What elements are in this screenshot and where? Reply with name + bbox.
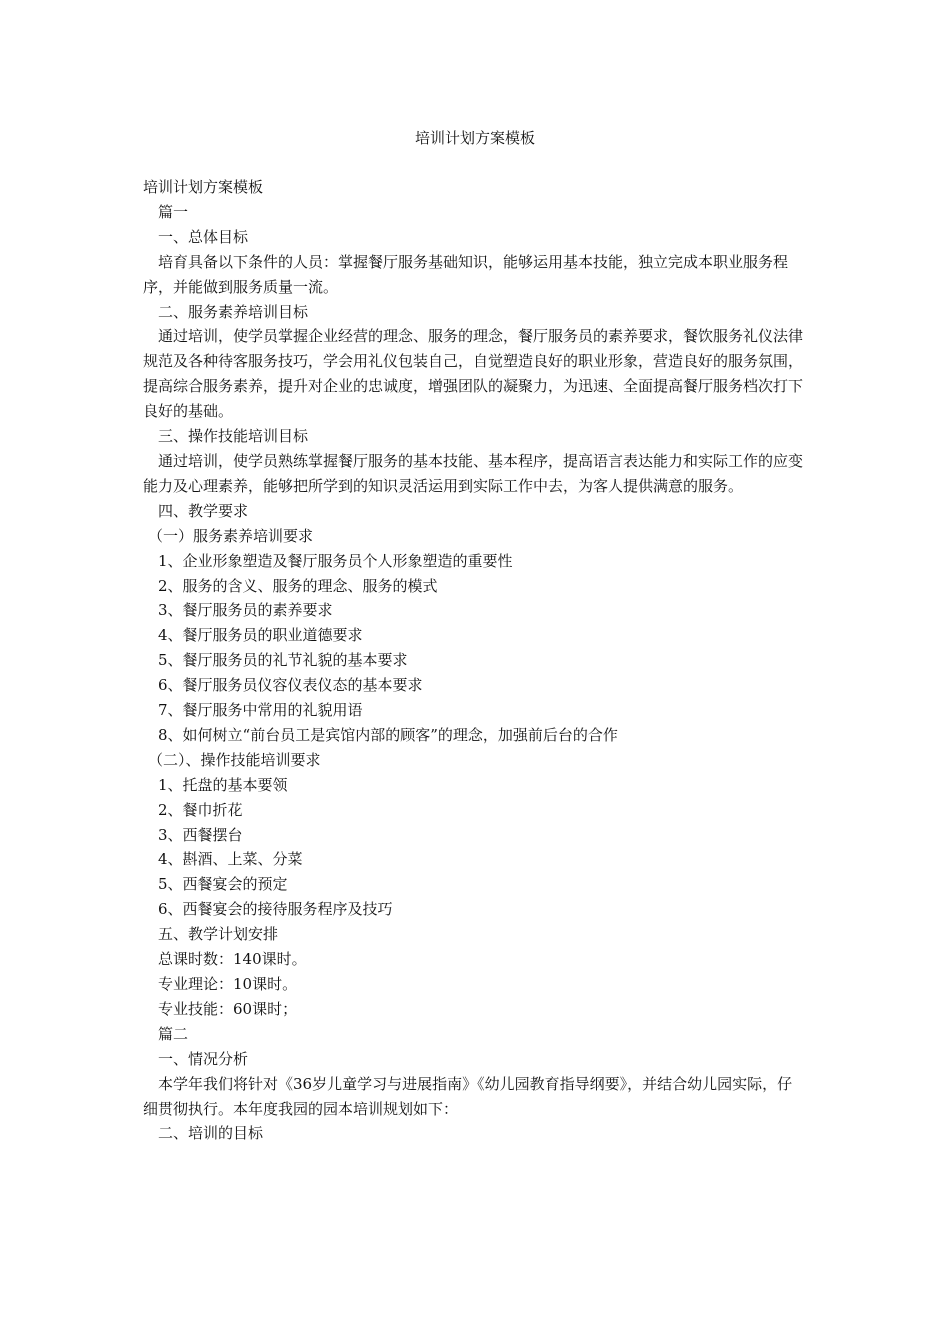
document-paragraph: 6、西餐宴会的接待服务程序及技巧 bbox=[158, 900, 393, 919]
document-paragraph: 5、餐厅服务员的礼节礼貌的基本要求 bbox=[158, 651, 408, 670]
document-paragraph: 2、服务的含义、服务的理念、服务的模式 bbox=[158, 576, 438, 595]
document-paragraph: 通过培训，使学员掌握企业经营的理念、服务的理念，餐厅服务员的素养要求，餐饮服务礼仪法律规范及各种待客服务技巧，学会用礼仪包装自己，自觉塑造良好的职业形象，营造良好的服务氛围，提高综合服务素养，提升对企业的忠诚度，增强团队的凝聚力，为迅速、全面提高餐厅服务档次打下良好的基础。 bbox=[143, 327, 804, 421]
document-paragraph: （一）服务素养培训要求 bbox=[148, 526, 314, 545]
document-paragraph: 8、如何树立“前台员工是宾馆内部的顾客”的理念，加强前后台的合作 bbox=[158, 725, 618, 744]
document-title: 培训计划方案模板 bbox=[414, 129, 535, 147]
document-paragraph: 一、总体目标 bbox=[158, 227, 249, 246]
document-paragraph: 5、西餐宴会的预定 bbox=[158, 875, 288, 894]
document-body bbox=[143, 175, 803, 1146]
document-paragraph: 培训计划方案模板 bbox=[143, 178, 264, 196]
document-paragraph: 总课时数：140课时。 bbox=[158, 950, 307, 969]
document-paragraph: 通过培训，使学员熟练掌握餐厅服务的基本技能、基本程序，提高语言表达能力和实际工作的应变能力及心理素养，能够把所学到的知识灵活运用到实际工作中去，为客人提供满意的服务。 bbox=[143, 451, 804, 495]
document-paragraph: 篇一 bbox=[158, 202, 189, 221]
document-paragraph: （二）、操作技能培训要求 bbox=[148, 750, 321, 769]
document-paragraph: 本学年我们将针对《36岁儿童学习与进展指南》《幼儿园教育指导纲要》，并结合幼儿园实际，仔细贯彻执行。本年度我园的园本培训规划如下： bbox=[143, 1074, 793, 1118]
document-paragraph: 3、餐厅服务员的素养要求 bbox=[158, 601, 333, 620]
document-paragraph: 专业理论：10课时。 bbox=[158, 975, 298, 993]
document-paragraph: 1、企业形象塑造及餐厅服务员个人形象塑造的重要性 bbox=[158, 551, 513, 570]
document-paragraph: 三、操作技能培训目标 bbox=[158, 427, 309, 446]
document-paragraph: 篇二 bbox=[158, 1024, 189, 1043]
document-paragraph: 四、教学要求 bbox=[158, 501, 249, 520]
document-paragraph: 4、斟酒、上菜、分菜 bbox=[158, 850, 303, 869]
document-paragraph: 五、教学计划安排 bbox=[158, 925, 279, 944]
document-paragraph: 专业技能：60课时； bbox=[158, 999, 298, 1018]
document-paragraph: 7、餐厅服务中常用的礼貌用语 bbox=[158, 701, 363, 720]
document-paragraph: 3、西餐摆台 bbox=[158, 825, 243, 844]
document-paragraph: 2、餐巾折花 bbox=[158, 800, 243, 819]
document-paragraph: 一、情况分析 bbox=[158, 1049, 249, 1068]
document-paragraph: 1、托盘的基本要领 bbox=[158, 775, 288, 794]
document-paragraph: 二、培训的目标 bbox=[158, 1124, 264, 1143]
document-paragraph: 4、餐厅服务员的职业道德要求 bbox=[158, 626, 363, 645]
document-paragraph: 培育具备以下条件的人员：掌握餐厅服务基础知识，能够运用基本技能，独立完成本职业服务程序，并能做到服务质量一流。 bbox=[143, 252, 789, 296]
document-paragraph: 二、服务素养培训目标 bbox=[158, 302, 309, 321]
document-paragraph: 6、餐厅服务员仪容仪表仪态的基本要求 bbox=[158, 676, 423, 695]
